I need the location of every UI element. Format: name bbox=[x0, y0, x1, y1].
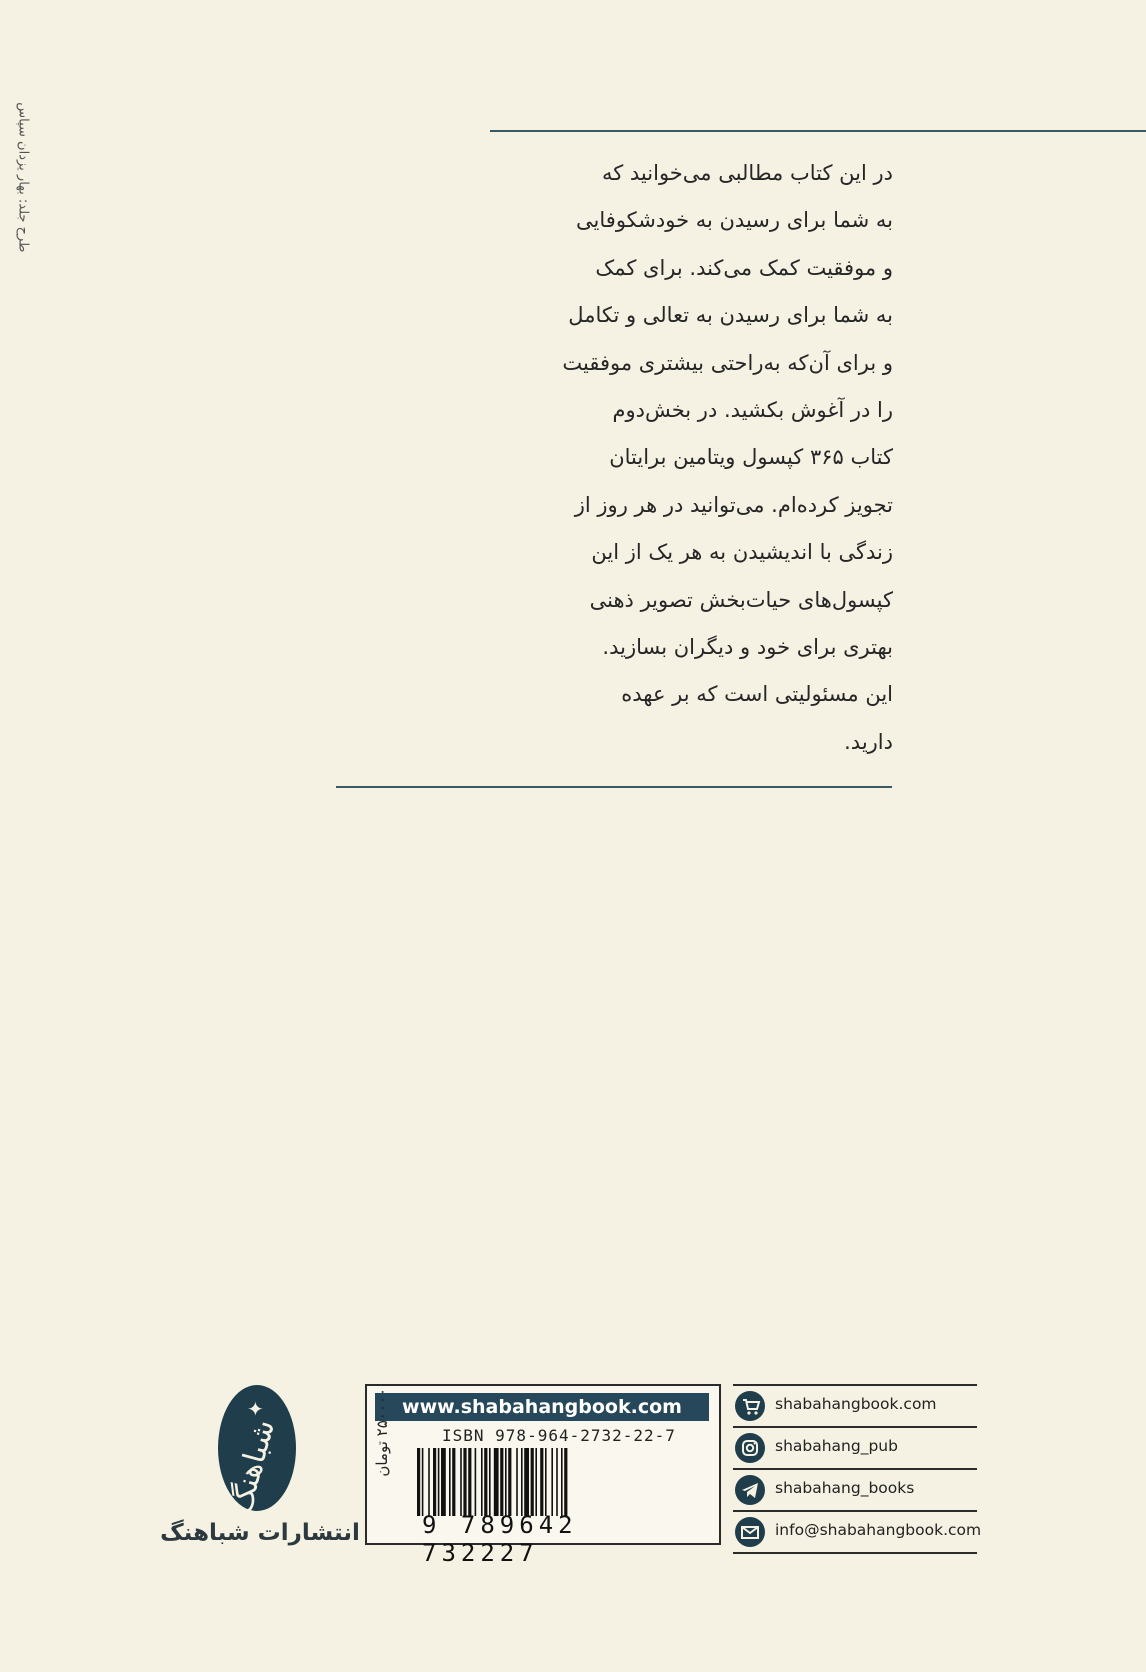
instagram-icon bbox=[735, 1433, 765, 1463]
blurb-line: کپسول‌های حیات‌بخش تصویر ذهنی bbox=[589, 587, 893, 612]
barcode-bar bbox=[551, 1448, 553, 1516]
barcode-bar bbox=[545, 1448, 547, 1516]
contact-text: shabahangbook.com bbox=[775, 1395, 937, 1413]
barcode-bar bbox=[489, 1448, 491, 1516]
barcode-bar bbox=[564, 1448, 567, 1516]
barcode-bar bbox=[494, 1448, 499, 1516]
star-icon: ✦ bbox=[247, 1397, 264, 1421]
blurb-line: و موفقیت کمک می‌کند. برای کمک bbox=[595, 255, 893, 280]
contact-text: info@shabahangbook.com bbox=[775, 1521, 982, 1539]
barcode-bar bbox=[460, 1448, 462, 1516]
blurb-line: در این کتاب مطالبی می‌خوانید که bbox=[601, 161, 893, 185]
blurb-line: دارید. bbox=[844, 729, 893, 754]
barcode-bar bbox=[422, 1448, 424, 1516]
barcode-bar bbox=[500, 1448, 503, 1516]
publisher-name: انتشارات شباهنگ bbox=[160, 1520, 360, 1546]
barcode-bar bbox=[505, 1448, 507, 1516]
barcode-bar bbox=[540, 1448, 543, 1516]
top-divider bbox=[490, 130, 1146, 132]
barcode-bar bbox=[452, 1448, 455, 1516]
barcode-box bbox=[365, 1384, 721, 1567]
barcode-bar bbox=[428, 1448, 430, 1516]
barcode-bar bbox=[535, 1448, 537, 1516]
contact-text: shabahang_pub bbox=[775, 1437, 898, 1455]
barcode-bar bbox=[521, 1448, 523, 1516]
cart-icon bbox=[735, 1391, 765, 1421]
website-url: www.shabahangbook.com bbox=[375, 1393, 709, 1421]
contact-item-telegram[interactable] bbox=[733, 1468, 977, 1510]
publisher-logo bbox=[218, 1385, 296, 1517]
back-cover-blurb bbox=[525, 150, 893, 766]
barcode-bar bbox=[556, 1448, 558, 1516]
barcode-bar bbox=[516, 1448, 518, 1516]
barcode-bar bbox=[508, 1448, 511, 1516]
blurb-line: تجویز کرده‌ام. می‌توانید در هر روز از bbox=[574, 492, 893, 517]
bottom-divider bbox=[336, 786, 892, 788]
blurb-line: به شما برای رسیدن به خودشکوفایی bbox=[576, 208, 893, 233]
barcode-bar bbox=[531, 1448, 534, 1516]
barcode-bar bbox=[561, 1448, 563, 1516]
blurb-line: بهتری برای خود و دیگران بسازید. bbox=[602, 635, 893, 660]
contact-item-instagram[interactable] bbox=[733, 1426, 977, 1468]
cover-design-credit: طرح جلد: بهار یزدان سپاس bbox=[15, 102, 31, 253]
blurb-line: و برای آن‌که به‌راحتی بیشتری موفقیت bbox=[562, 350, 893, 375]
barcode-bar bbox=[417, 1448, 420, 1516]
isbn-number: ISBN 978-964-2732-22-7 bbox=[442, 1426, 676, 1445]
barcode-bar bbox=[524, 1448, 529, 1516]
contact-item-shop[interactable] bbox=[733, 1384, 977, 1426]
barcode-bar bbox=[438, 1448, 440, 1516]
contact-text: shabahang_books bbox=[775, 1479, 915, 1497]
barcode-bar bbox=[484, 1448, 487, 1516]
contact-item-email[interactable] bbox=[733, 1510, 982, 1554]
barcode-bar bbox=[441, 1448, 446, 1516]
barcode-bar bbox=[433, 1448, 436, 1516]
blurb-line: این مسئولیتی است که بر عهده bbox=[621, 682, 893, 707]
barcode-bar bbox=[463, 1448, 466, 1516]
logo-script: شباهنگ bbox=[223, 1416, 282, 1517]
barcode-bar bbox=[449, 1448, 451, 1516]
blurb-line: را در آغوش بکشید. در بخش‌دوم bbox=[612, 398, 893, 423]
telegram-icon bbox=[735, 1475, 765, 1505]
blurb-line: زندگی با اندیشیدن به هر یک از این bbox=[591, 540, 893, 565]
ean-digits: 9 789642 732227 bbox=[422, 1511, 578, 1567]
blurb-line: کتاب ۳۶۵ کپسول ویتامین برایتان bbox=[609, 445, 893, 470]
blurb-line: به شما برای رسیدن به تعالی و تکامل bbox=[568, 303, 893, 328]
barcode-bar bbox=[468, 1448, 471, 1516]
barcode-bar bbox=[481, 1448, 483, 1516]
barcode-bars bbox=[417, 1448, 707, 1516]
contact-list bbox=[733, 1384, 982, 1554]
price-label: ۲۵۰۰۰۰ تومان bbox=[373, 1388, 391, 1477]
email-icon bbox=[735, 1517, 765, 1547]
barcode-bar bbox=[475, 1448, 477, 1516]
